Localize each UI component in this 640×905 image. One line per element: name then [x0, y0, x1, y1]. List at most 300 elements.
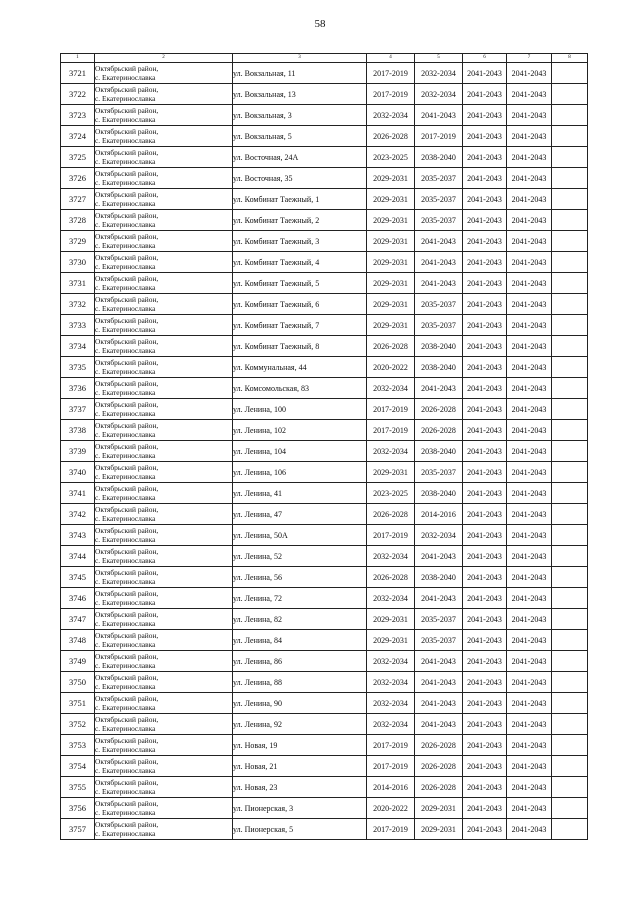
note-cell	[552, 630, 588, 651]
row-number-cell: 3730	[61, 252, 95, 273]
district-text: Октябрьский район,	[95, 547, 159, 556]
row-number-cell: 3747	[61, 609, 95, 630]
note-cell	[552, 399, 588, 420]
village-text: с. Екатериноcлавка	[95, 388, 156, 397]
district-text: Октябрьский район,	[95, 463, 159, 472]
period-cell-7: 2041-2043	[507, 378, 552, 399]
location-cell	[95, 168, 233, 189]
village-text: с. Екатериноcлавка	[95, 367, 156, 376]
district-text: Октябрьский район,	[95, 694, 159, 703]
table-row	[61, 483, 588, 504]
row-number-cell: 3750	[61, 672, 95, 693]
period-cell-6: 2041-2043	[463, 126, 507, 147]
table-row	[61, 357, 588, 378]
period-cell-6: 2041-2043	[463, 294, 507, 315]
village-text: с. Екатериноcлавка	[95, 577, 156, 586]
address-cell: ул. Восточная, 24А	[233, 147, 367, 168]
period-cell-7: 2041-2043	[507, 819, 552, 840]
note-cell	[552, 525, 588, 546]
village-text: с. Екатериноcлавка	[95, 325, 156, 334]
period-cell-4: 2029-2031	[367, 231, 415, 252]
note-cell	[552, 609, 588, 630]
row-number-cell: 3727	[61, 189, 95, 210]
period-cell-7: 2041-2043	[507, 651, 552, 672]
district-text: Октябрьский район,	[95, 631, 159, 640]
village-text: с. Екатериноcлавка	[95, 682, 156, 691]
village-text: с. Екатериноcлавка	[95, 514, 156, 523]
period-cell-4: 2017-2019	[367, 399, 415, 420]
note-cell	[552, 819, 588, 840]
period-cell-7: 2041-2043	[507, 441, 552, 462]
note-cell	[552, 777, 588, 798]
period-cell-4: 2032-2034	[367, 651, 415, 672]
period-cell-7: 2041-2043	[507, 462, 552, 483]
table-body	[61, 63, 588, 840]
period-cell-5: 2038-2040	[415, 147, 463, 168]
district-text: Октябрьский район,	[95, 232, 159, 241]
period-cell-5: 2032-2034	[415, 63, 463, 84]
note-cell	[552, 567, 588, 588]
note-cell	[552, 189, 588, 210]
location-cell	[95, 399, 233, 420]
village-text: с. Екатериноcлавка	[95, 178, 156, 187]
row-number-cell: 3722	[61, 84, 95, 105]
location-cell	[95, 672, 233, 693]
location-cell	[95, 357, 233, 378]
table-row	[61, 546, 588, 567]
table-row	[61, 462, 588, 483]
location-cell	[95, 714, 233, 735]
period-cell-6: 2041-2043	[463, 777, 507, 798]
location-cell	[95, 798, 233, 819]
village-text: с. Екатериноcлавка	[95, 661, 156, 670]
district-text: Октябрьский район,	[95, 253, 159, 262]
note-cell	[552, 315, 588, 336]
note-cell	[552, 210, 588, 231]
district-text: Октябрьский район,	[95, 442, 159, 451]
village-text: с. Екатериноcлавка	[95, 220, 156, 229]
period-cell-5: 2041-2043	[415, 546, 463, 567]
table-row	[61, 231, 588, 252]
period-cell-5: 2038-2040	[415, 357, 463, 378]
village-text: с. Екатериноcлавка	[95, 136, 156, 145]
location-cell	[95, 315, 233, 336]
row-number-cell: 3739	[61, 441, 95, 462]
period-cell-5: 2026-2028	[415, 735, 463, 756]
location-cell	[95, 735, 233, 756]
village-text: с. Екатериноcлавка	[95, 73, 156, 82]
location-cell	[95, 378, 233, 399]
period-cell-7: 2041-2043	[507, 168, 552, 189]
address-cell: ул. Ленина, 41	[233, 483, 367, 504]
period-cell-5: 2035-2037	[415, 315, 463, 336]
period-cell-5: 2041-2043	[415, 378, 463, 399]
location-cell	[95, 630, 233, 651]
table-row	[61, 609, 588, 630]
row-number-cell: 3753	[61, 735, 95, 756]
period-cell-4: 2017-2019	[367, 819, 415, 840]
district-text: Октябрьский район,	[95, 148, 159, 157]
district-text: Октябрьский район,	[95, 673, 159, 682]
row-number-cell: 3731	[61, 273, 95, 294]
location-cell	[95, 273, 233, 294]
note-cell	[552, 672, 588, 693]
period-cell-4: 2023-2025	[367, 147, 415, 168]
period-cell-6: 2041-2043	[463, 63, 507, 84]
district-text: Октябрьский район,	[95, 274, 159, 283]
period-cell-5: 2038-2040	[415, 441, 463, 462]
period-cell-4: 2032-2034	[367, 588, 415, 609]
district-text: Октябрьский район,	[95, 211, 159, 220]
district-text: Октябрьский район,	[95, 421, 159, 430]
table-row	[61, 651, 588, 672]
row-number-cell: 3732	[61, 294, 95, 315]
table-row	[61, 420, 588, 441]
table-row	[61, 399, 588, 420]
address-cell: ул. Комбинат Таежный, 7	[233, 315, 367, 336]
period-cell-6: 2041-2043	[463, 462, 507, 483]
district-text: Октябрьский район,	[95, 400, 159, 409]
location-cell	[95, 693, 233, 714]
period-cell-7: 2041-2043	[507, 567, 552, 588]
table-row	[61, 273, 588, 294]
location-cell	[95, 105, 233, 126]
column-number-1: 1	[61, 54, 95, 63]
period-cell-5: 2035-2037	[415, 630, 463, 651]
period-cell-7: 2041-2043	[507, 336, 552, 357]
address-cell: ул. Комбинат Таежный, 1	[233, 189, 367, 210]
period-cell-7: 2041-2043	[507, 252, 552, 273]
period-cell-7: 2041-2043	[507, 273, 552, 294]
location-cell	[95, 462, 233, 483]
period-cell-7: 2041-2043	[507, 210, 552, 231]
table-row	[61, 84, 588, 105]
period-cell-6: 2041-2043	[463, 336, 507, 357]
village-text: с. Екатериноcлавка	[95, 346, 156, 355]
period-cell-4: 2032-2034	[367, 378, 415, 399]
address-cell: ул. Комбинат Таежный, 4	[233, 252, 367, 273]
district-text: Октябрьский район,	[95, 316, 159, 325]
note-cell	[552, 231, 588, 252]
period-cell-7: 2041-2043	[507, 777, 552, 798]
location-cell	[95, 231, 233, 252]
address-cell: ул. Ленина, 82	[233, 609, 367, 630]
district-text: Октябрьский район,	[95, 106, 159, 115]
row-number-cell: 3746	[61, 588, 95, 609]
period-cell-6: 2041-2043	[463, 756, 507, 777]
address-cell: ул. Ленина, 104	[233, 441, 367, 462]
village-text: с. Екатериноcлавка	[95, 241, 156, 250]
period-cell-4: 2017-2019	[367, 735, 415, 756]
village-text: с. Екатериноcлавка	[95, 619, 156, 628]
table-row	[61, 168, 588, 189]
period-cell-4: 2032-2034	[367, 441, 415, 462]
table-header	[61, 54, 588, 63]
row-number-cell: 3757	[61, 819, 95, 840]
period-cell-6: 2041-2043	[463, 588, 507, 609]
village-text: с. Екатериноcлавка	[95, 703, 156, 712]
address-cell: ул. Вокзальная, 3	[233, 105, 367, 126]
district-text: Октябрьский район,	[95, 610, 159, 619]
period-cell-6: 2041-2043	[463, 630, 507, 651]
period-cell-6: 2041-2043	[463, 378, 507, 399]
village-text: с. Екатериноcлавка	[95, 808, 156, 817]
note-cell	[552, 546, 588, 567]
note-cell	[552, 441, 588, 462]
period-cell-7: 2041-2043	[507, 105, 552, 126]
note-cell	[552, 756, 588, 777]
row-number-cell: 3752	[61, 714, 95, 735]
period-cell-4: 2029-2031	[367, 609, 415, 630]
location-cell	[95, 294, 233, 315]
period-cell-4: 2029-2031	[367, 630, 415, 651]
district-text: Октябрьский район,	[95, 484, 159, 493]
district-text: Октябрьский район,	[95, 64, 159, 73]
period-cell-5: 2029-2031	[415, 819, 463, 840]
period-cell-6: 2041-2043	[463, 546, 507, 567]
row-number-cell: 3745	[61, 567, 95, 588]
period-cell-4: 2026-2028	[367, 504, 415, 525]
row-number-cell: 3749	[61, 651, 95, 672]
period-cell-7: 2041-2043	[507, 546, 552, 567]
district-text: Октябрьский район,	[95, 589, 159, 598]
address-cell: ул. Комсомольская, 83	[233, 378, 367, 399]
table-row	[61, 210, 588, 231]
note-cell	[552, 588, 588, 609]
period-cell-4: 2026-2028	[367, 567, 415, 588]
note-cell	[552, 105, 588, 126]
period-cell-7: 2041-2043	[507, 798, 552, 819]
row-number-cell: 3740	[61, 462, 95, 483]
period-cell-4: 2017-2019	[367, 420, 415, 441]
district-text: Октябрьский район,	[95, 715, 159, 724]
period-cell-5: 2032-2034	[415, 525, 463, 546]
note-cell	[552, 294, 588, 315]
district-text: Октябрьский район,	[95, 169, 159, 178]
address-cell: ул. Коммунальная, 44	[233, 357, 367, 378]
table-row	[61, 294, 588, 315]
village-text: с. Екатериноcлавка	[95, 493, 156, 502]
table-row	[61, 714, 588, 735]
district-text: Октябрьский район,	[95, 190, 159, 199]
address-cell: ул. Ленина, 84	[233, 630, 367, 651]
period-cell-7: 2041-2043	[507, 420, 552, 441]
address-cell: ул. Новая, 23	[233, 777, 367, 798]
period-cell-7: 2041-2043	[507, 399, 552, 420]
village-text: с. Екатериноcлавка	[95, 556, 156, 565]
period-cell-7: 2041-2043	[507, 588, 552, 609]
period-cell-7: 2041-2043	[507, 525, 552, 546]
period-cell-5: 2026-2028	[415, 756, 463, 777]
period-cell-6: 2041-2043	[463, 231, 507, 252]
location-cell	[95, 651, 233, 672]
table-row	[61, 819, 588, 840]
location-cell	[95, 756, 233, 777]
period-cell-5: 2038-2040	[415, 336, 463, 357]
note-cell	[552, 504, 588, 525]
village-text: с. Екатериноcлавка	[95, 535, 156, 544]
village-text: с. Екатериноcлавка	[95, 451, 156, 460]
village-text: с. Екатериноcлавка	[95, 115, 156, 124]
period-cell-6: 2041-2043	[463, 357, 507, 378]
period-cell-7: 2041-2043	[507, 483, 552, 504]
note-cell	[552, 273, 588, 294]
period-cell-7: 2041-2043	[507, 504, 552, 525]
location-cell	[95, 567, 233, 588]
row-number-cell: 3741	[61, 483, 95, 504]
period-cell-6: 2041-2043	[463, 441, 507, 462]
period-cell-5: 2026-2028	[415, 777, 463, 798]
village-text: с. Екатериноcлавка	[95, 829, 156, 838]
district-text: Октябрьский район,	[95, 85, 159, 94]
period-cell-6: 2041-2043	[463, 693, 507, 714]
period-cell-7: 2041-2043	[507, 126, 552, 147]
village-text: с. Екатериноcлавка	[95, 157, 156, 166]
column-number-6: 6	[463, 54, 507, 63]
address-cell: ул. Пионерская, 3	[233, 798, 367, 819]
table-row	[61, 567, 588, 588]
note-cell	[552, 651, 588, 672]
period-cell-4: 2029-2031	[367, 315, 415, 336]
row-number-cell: 3734	[61, 336, 95, 357]
address-cell: ул. Новая, 19	[233, 735, 367, 756]
period-cell-6: 2041-2043	[463, 735, 507, 756]
row-number-cell: 3751	[61, 693, 95, 714]
note-cell	[552, 168, 588, 189]
table-row	[61, 798, 588, 819]
row-number-cell: 3726	[61, 168, 95, 189]
village-text: с. Екатериноcлавка	[95, 304, 156, 313]
village-text: с. Екатериноcлавка	[95, 262, 156, 271]
period-cell-4: 2029-2031	[367, 189, 415, 210]
period-cell-6: 2041-2043	[463, 84, 507, 105]
row-number-cell: 3728	[61, 210, 95, 231]
location-cell	[95, 441, 233, 462]
row-number-cell: 3721	[61, 63, 95, 84]
location-cell	[95, 63, 233, 84]
table-row	[61, 735, 588, 756]
table-row	[61, 189, 588, 210]
period-cell-4: 2020-2022	[367, 357, 415, 378]
location-cell	[95, 546, 233, 567]
period-cell-5: 2035-2037	[415, 462, 463, 483]
note-cell	[552, 798, 588, 819]
period-cell-4: 2014-2016	[367, 777, 415, 798]
location-cell	[95, 147, 233, 168]
period-cell-6: 2041-2043	[463, 714, 507, 735]
period-cell-7: 2041-2043	[507, 231, 552, 252]
address-cell: ул. Ленина, 86	[233, 651, 367, 672]
period-cell-5: 2041-2043	[415, 672, 463, 693]
district-text: Октябрьский район,	[95, 379, 159, 388]
period-cell-5: 2035-2037	[415, 294, 463, 315]
period-cell-4: 2023-2025	[367, 483, 415, 504]
address-cell: ул. Вокзальная, 11	[233, 63, 367, 84]
period-cell-7: 2041-2043	[507, 63, 552, 84]
address-cell: ул. Ленина, 100	[233, 399, 367, 420]
note-cell	[552, 735, 588, 756]
village-text: с. Екатериноcлавка	[95, 787, 156, 796]
row-number-cell: 3736	[61, 378, 95, 399]
note-cell	[552, 714, 588, 735]
period-cell-5: 2041-2043	[415, 231, 463, 252]
district-text: Октябрьский район,	[95, 295, 159, 304]
period-cell-5: 2038-2040	[415, 483, 463, 504]
table-row	[61, 336, 588, 357]
note-cell	[552, 378, 588, 399]
village-text: с. Екатериноcлавка	[95, 472, 156, 481]
address-cell: ул. Ленина, 92	[233, 714, 367, 735]
table-row	[61, 756, 588, 777]
period-cell-7: 2041-2043	[507, 693, 552, 714]
district-text: Октябрьский район,	[95, 358, 159, 367]
address-cell: ул. Комбинат Таежный, 8	[233, 336, 367, 357]
period-cell-5: 2041-2043	[415, 588, 463, 609]
period-cell-7: 2041-2043	[507, 294, 552, 315]
location-cell	[95, 504, 233, 525]
row-number-cell: 3724	[61, 126, 95, 147]
district-text: Октябрьский район,	[95, 652, 159, 661]
table-row	[61, 378, 588, 399]
period-cell-4: 2032-2034	[367, 546, 415, 567]
housing-registry-table	[60, 53, 588, 840]
village-text: с. Екатериноcлавка	[95, 766, 156, 775]
table-row	[61, 588, 588, 609]
address-cell: ул. Ленина, 106	[233, 462, 367, 483]
location-cell	[95, 819, 233, 840]
village-text: с. Екатериноcлавка	[95, 94, 156, 103]
location-cell	[95, 126, 233, 147]
period-cell-4: 2032-2034	[367, 105, 415, 126]
address-cell: ул. Вокзальная, 5	[233, 126, 367, 147]
district-text: Октябрьский район,	[95, 757, 159, 766]
period-cell-4: 2032-2034	[367, 714, 415, 735]
row-number-cell: 3729	[61, 231, 95, 252]
period-cell-7: 2041-2043	[507, 756, 552, 777]
village-text: с. Екатериноcлавка	[95, 430, 156, 439]
table-row	[61, 147, 588, 168]
address-cell: ул. Комбинат Таежный, 5	[233, 273, 367, 294]
period-cell-4: 2029-2031	[367, 273, 415, 294]
page-number: 58	[314, 18, 326, 30]
note-cell	[552, 84, 588, 105]
period-cell-4: 2029-2031	[367, 294, 415, 315]
period-cell-6: 2041-2043	[463, 399, 507, 420]
note-cell	[552, 147, 588, 168]
address-cell: ул. Ленина, 52	[233, 546, 367, 567]
note-cell	[552, 336, 588, 357]
period-cell-4: 2029-2031	[367, 462, 415, 483]
period-cell-6: 2041-2043	[463, 819, 507, 840]
village-text: с. Екатериноcлавка	[95, 199, 156, 208]
location-cell	[95, 420, 233, 441]
table-row	[61, 315, 588, 336]
period-cell-7: 2041-2043	[507, 84, 552, 105]
address-cell: ул. Ленина, 72	[233, 588, 367, 609]
column-number-5: 5	[415, 54, 463, 63]
table-row	[61, 693, 588, 714]
period-cell-6: 2041-2043	[463, 504, 507, 525]
period-cell-7: 2041-2043	[507, 735, 552, 756]
location-cell	[95, 336, 233, 357]
address-cell: ул. Ленина, 56	[233, 567, 367, 588]
period-cell-4: 2017-2019	[367, 756, 415, 777]
location-cell	[95, 588, 233, 609]
period-cell-5: 2029-2031	[415, 798, 463, 819]
period-cell-5: 2041-2043	[415, 105, 463, 126]
period-cell-5: 2026-2028	[415, 399, 463, 420]
table-row	[61, 777, 588, 798]
